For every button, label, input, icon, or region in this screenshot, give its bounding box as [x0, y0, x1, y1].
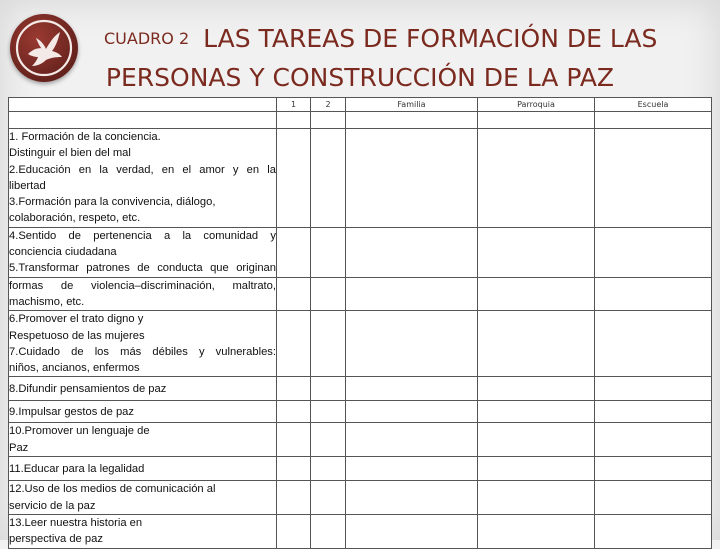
task-cell	[9, 481, 277, 515]
table-row	[9, 481, 712, 515]
column-header-task	[9, 98, 277, 112]
task-line: perspectiva de paz	[9, 533, 103, 546]
table-cell[interactable]	[311, 481, 346, 515]
task-cell	[9, 227, 277, 277]
column-header-parroquia: Parroquia	[478, 98, 595, 112]
table-cell[interactable]	[478, 129, 595, 228]
task-line: 7.Cuidado de los más débiles y vulnerables:	[9, 345, 276, 358]
table-cell[interactable]	[595, 129, 712, 228]
title-line-2: PERSONAS Y CONSTRUCCIÓN DE LA PAZ	[105, 63, 615, 92]
table-row	[9, 311, 712, 377]
table-cell[interactable]	[311, 401, 346, 423]
table-row	[9, 277, 712, 311]
task-line: 2.Educación en la verdad, en el amor y en la	[9, 163, 276, 176]
header-label: CUADRO 2	[104, 29, 190, 48]
table-cell[interactable]	[595, 481, 712, 515]
table-cell[interactable]	[277, 457, 311, 481]
table-cell[interactable]	[595, 423, 712, 457]
table-row	[9, 401, 712, 423]
table-cell[interactable]	[595, 515, 712, 549]
table-cell[interactable]	[311, 227, 346, 277]
table-row	[9, 377, 712, 401]
table-cell[interactable]	[478, 112, 595, 129]
task-cell	[9, 515, 277, 549]
task-line: formas de violencia–discriminación, maltrato,	[9, 279, 276, 292]
task-line: Distinguir el bien del mal	[9, 147, 131, 160]
table-cell[interactable]	[595, 401, 712, 423]
table-row	[9, 423, 712, 457]
table-cell[interactable]	[478, 481, 595, 515]
column-header-1: 1	[277, 98, 311, 112]
task-line: 10.Promover un lenguaje de	[9, 425, 150, 438]
table-cell[interactable]	[311, 423, 346, 457]
page-title	[104, 24, 704, 53]
task-cell	[9, 457, 277, 481]
task-line: niños, ancianos, enfermos	[9, 362, 140, 375]
task-cell	[9, 423, 277, 457]
table-header-row	[9, 98, 712, 112]
table-cell[interactable]	[346, 129, 478, 228]
table-row	[9, 227, 712, 277]
table-cell[interactable]	[346, 423, 478, 457]
table-cell[interactable]	[478, 515, 595, 549]
table-cell[interactable]	[311, 515, 346, 549]
table-row	[9, 129, 712, 228]
task-line: Respetuoso de las mujeres	[9, 329, 145, 342]
task-cell	[9, 377, 277, 401]
table-cell[interactable]	[277, 129, 311, 228]
table-cell[interactable]	[311, 277, 346, 311]
task-cell	[9, 129, 277, 228]
table-cell[interactable]	[277, 112, 311, 129]
table-cell[interactable]	[478, 277, 595, 311]
table-cell[interactable]	[478, 401, 595, 423]
table-cell[interactable]	[478, 227, 595, 277]
table-cell[interactable]	[311, 457, 346, 481]
table-cell[interactable]	[346, 401, 478, 423]
table-cell[interactable]	[346, 227, 478, 277]
table-cell[interactable]	[595, 377, 712, 401]
table-cell[interactable]	[595, 457, 712, 481]
table-cell[interactable]	[346, 481, 478, 515]
task-line: 12.Uso de los medios de comunicación al	[9, 483, 216, 496]
table-cell[interactable]	[346, 311, 478, 377]
table-cell[interactable]	[346, 112, 478, 129]
task-line: conciencia ciudadana	[9, 246, 117, 259]
table-cell[interactable]	[478, 457, 595, 481]
task-line: 4.Sentido de pertenencia a la comunidad y	[9, 229, 276, 242]
table-cell[interactable]	[595, 277, 712, 311]
task-line: colaboración, respeto, etc.	[9, 212, 141, 225]
table-cell[interactable]	[595, 227, 712, 277]
task-line: machismo, etc.	[9, 295, 85, 308]
table-cell[interactable]	[311, 377, 346, 401]
table-cell[interactable]	[311, 129, 346, 228]
task-line: servicio de la paz	[9, 499, 96, 512]
spacer-cell	[9, 112, 277, 129]
tasks-table	[8, 97, 712, 549]
task-line: 3.Formación para la convivencia, diálogo,	[9, 196, 216, 209]
table-cell[interactable]	[311, 311, 346, 377]
table-cell[interactable]	[595, 112, 712, 129]
task-line: 8.Difundir pensamientos de paz	[9, 382, 167, 395]
task-line: 11.Educar para la legalidad	[9, 462, 145, 475]
table-cell[interactable]	[346, 377, 478, 401]
table-cell[interactable]	[346, 457, 478, 481]
table-cell[interactable]	[277, 227, 311, 277]
task-line: 9.Impulsar gestos de paz	[9, 405, 134, 418]
task-line: 5.Transformar patrones de conducta que originan	[9, 262, 276, 275]
table-row	[9, 112, 712, 129]
table-cell[interactable]	[311, 112, 346, 129]
title-line-1: LAS TAREAS DE FORMACIÓN DE LAS	[203, 24, 658, 53]
task-cell	[9, 401, 277, 423]
table-cell[interactable]	[478, 377, 595, 401]
table-row	[9, 457, 712, 481]
table-cell[interactable]	[277, 401, 311, 423]
column-header-escuela: Escuela	[595, 98, 712, 112]
task-line: 6.Promover el trato digno y	[9, 313, 144, 326]
column-header-familia: Familia	[346, 98, 478, 112]
table-cell[interactable]	[595, 311, 712, 377]
task-line: libertad	[9, 179, 46, 192]
table-cell[interactable]	[277, 423, 311, 457]
table-cell[interactable]	[478, 311, 595, 377]
table-cell[interactable]	[277, 277, 311, 311]
table-cell[interactable]	[346, 277, 478, 311]
task-cell	[9, 311, 277, 377]
table-cell[interactable]	[277, 311, 311, 377]
task-line: Paz	[9, 441, 29, 454]
table-cell[interactable]	[277, 515, 311, 549]
task-line: 1. Formación de la conciencia.	[9, 131, 161, 143]
table-cell[interactable]	[277, 377, 311, 401]
column-header-2: 2	[311, 98, 346, 112]
table-cell[interactable]	[346, 515, 478, 549]
task-line: 13.Leer nuestra historia en	[9, 517, 143, 530]
task-cell	[9, 277, 277, 311]
table-cell[interactable]	[478, 423, 595, 457]
table-cell[interactable]	[277, 481, 311, 515]
table-row	[9, 515, 712, 549]
